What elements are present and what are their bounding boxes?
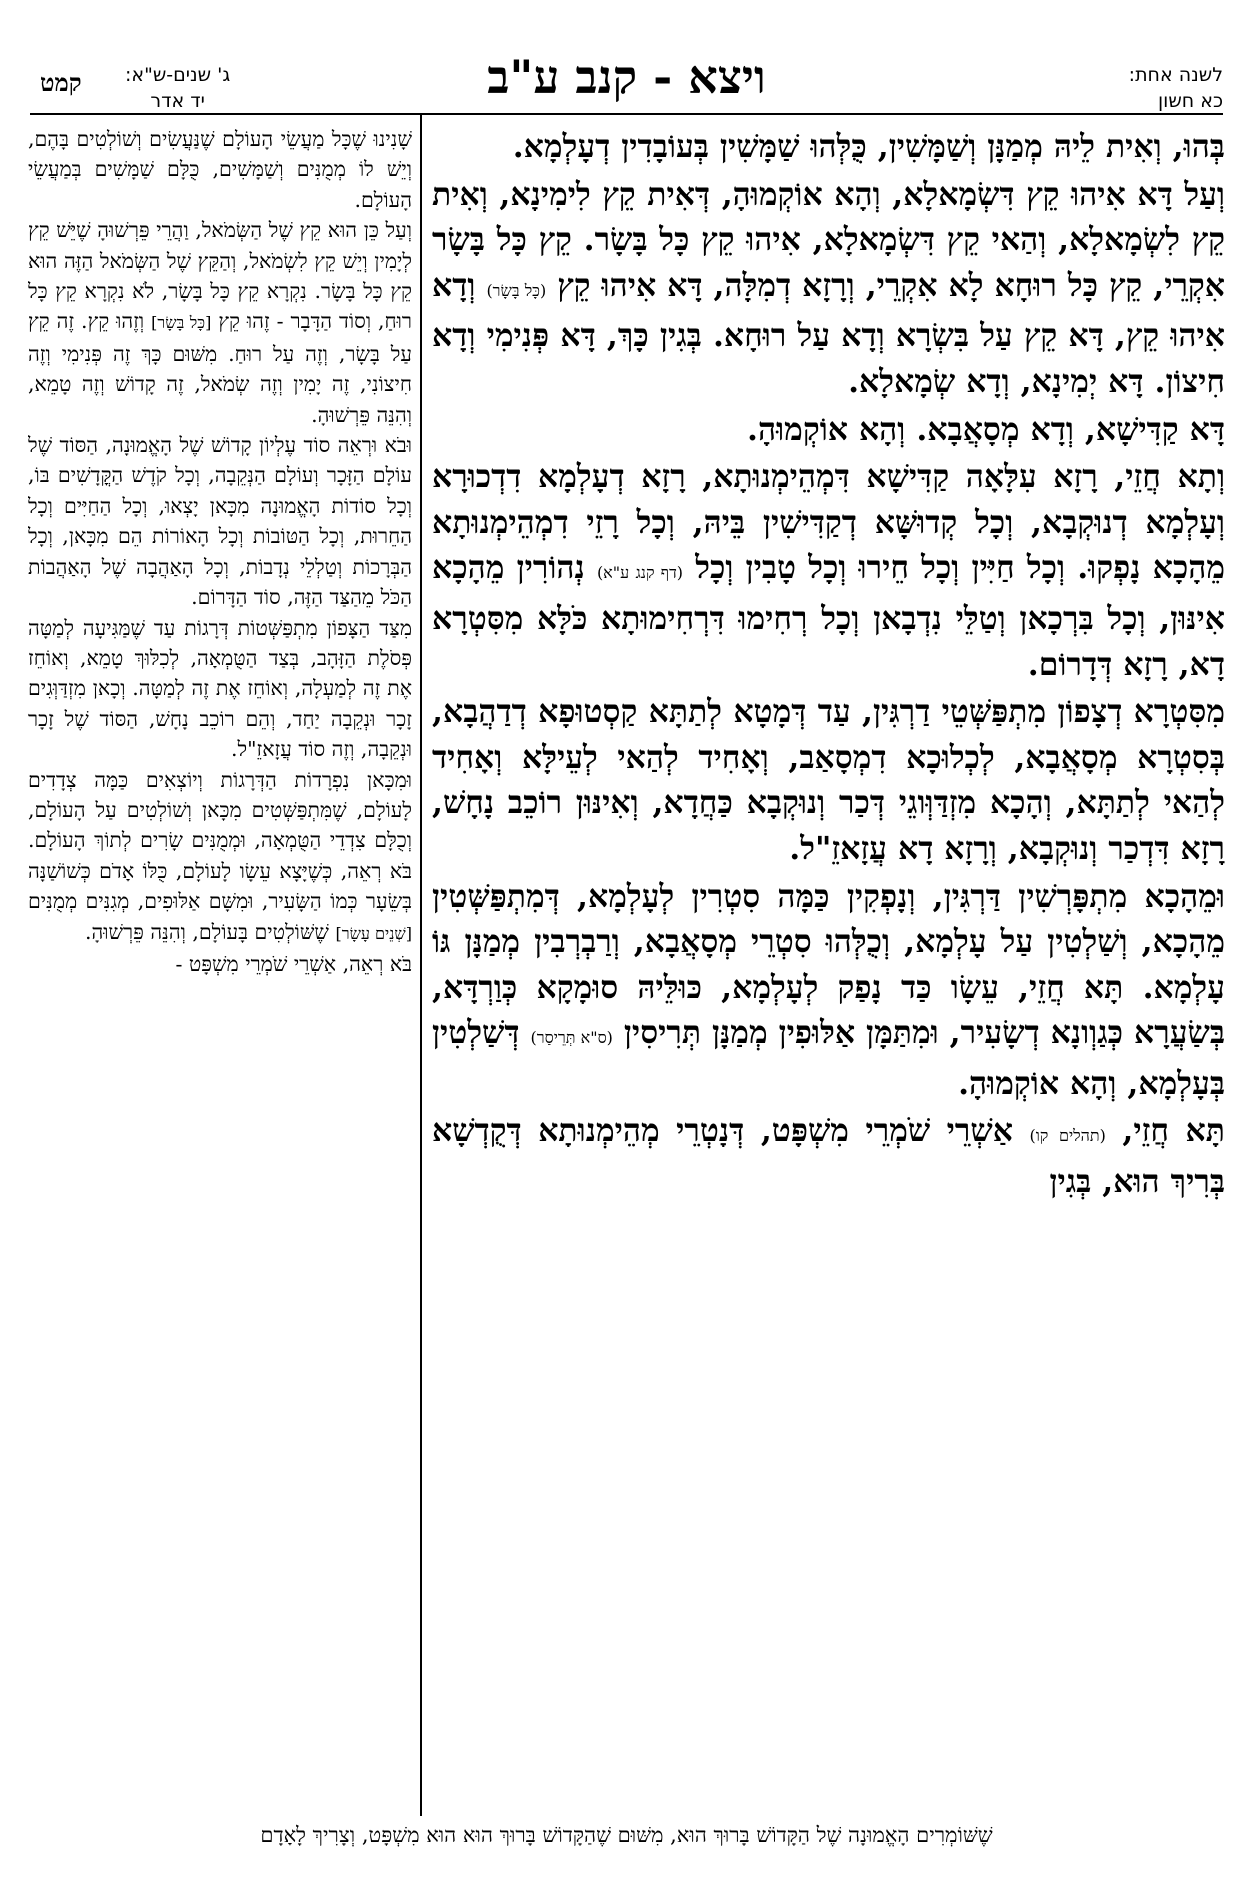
page-number: קמט <box>40 68 82 97</box>
side-paragraph: וּבֹא וּרְאֵה סוֹד עֶלְיוֹן קָדוֹשׁ שֶׁל הָאֱמוּנָה, הַסּוֹד שֶׁל עוֹלָם הַזָּכָר וְעוֹלָם הַנְּקֵבָה, וְכָל קֹדֶשׁ הַקֳּדָשִׁים בּוֹ, וְכָל סוֹדוֹת הָאֱמוּנָה מִכָּאן יָצְאוּ, וְכָל הַחַיִּים וְכָל הַחֵרוּת, וְכָל הַטּוֹבוֹת וְכָל הָאוֹרוֹת הֵם מִכָּאן, וְכָל הַבְּרָכוֹת וְטַלְלֵי נְדָבוֹת, וְכָל הָאַהֲבָה שֶׁל הָאַהֲבוֹת הַכֹּל מֵהַצַּד הַזֶּה, סוֹד הַדָּרוֹם. <box>28 433 412 610</box>
schedule-date: כא חשון <box>1157 90 1223 112</box>
main-paragraph: וּמֵהָכָא מִתְפָּרְשִׁין דַּרְגִּין, וְנָפְקִין כַּמָּה סִטְרִין לְעָלְמָא, דְּמִתְפַּשְּׁטִין מֵהָכָא, וְשַׁלְטִין עַל עָלְמָא, וְכֻלְּהוּ סִטְרֵי מְסָאֲבָא, וְרַבְרְבִין מְמַנָּן גּוֹ עָלְמָא. תָּא חֲזֵי, עֵשָׂו כַּד נָפַק לְעָלְמָא, כּוּלֵּיהּ סוּמָקָא כְּוַרְדָּא, בְּשַׂעֲרָא כְּגַוְונָא דְשָׂעִיר, וּמִתַּמָּן אַלּוּפִין מְמַנָּן תְּרִיסִין (ס"א תְּרֵיסַר) דְּשַׁלְטִין בְּעָלְמָא, וְהָא אוֹקְמוּהָ. <box>432 877 1225 1102</box>
hebrew-translation-column <box>28 124 412 1814</box>
main-paragraph: וְתָא חֲזֵי, רָזָא עִלָּאָה קַדִּישָׁא דִּמְהֵימְנוּתָא, רָזָא דְעָלְמָא דִדְכוּרָא וְעָלְמָא דְנוּקְבָא, וְכָל קְדוּשָּׁא דְקַדִּישִׁין בֵּיהּ, וְכָל רָזֵי דִמְהֵימְנוּתָא מֵהָכָא נָפְקוּ. וְכָל חַיִּין וְכָל חֵירוּ וְכָל טָבִין וְכָל (דף קנג ע"א) נְהוֹרִין מֵהָכָא אִינּוּן, וְכָל בִּרְכָאן וְטַלֵּי נִדְבָאן וְכָל רְחִימוּ דִּרְחִימוּתָא כֹּלָּא מִסִּטְרָא דָא, רָזָא דְּדָרוֹם. <box>432 458 1225 683</box>
side-paragraph: בֹּא רְאֵה, אַשְׁרֵי שֹׁמְרֵי מִשְׁפָּט - <box>175 951 412 976</box>
column-divider <box>420 113 422 1816</box>
page-reference: (דף קנג ע"א) <box>596 563 684 583</box>
side-paragraph: שָׁנִינוּ שֶׁכָּל מַעֲשֵׂי הָעוֹלָם שֶׁנַּעֲשִׂים וְשׁוֹלְטִים בָּהֶם, וְיֵשׁ לוֹ מְמֻנִּים וְשַׁמָּשִׁים, כֻּלָּם שַׁמָּשִׁים בְּמַעֲשֵׂי הָעוֹלָם. <box>28 127 412 212</box>
schedule-date-3y: יד אדר <box>150 90 205 112</box>
page-header <box>30 44 1223 112</box>
aramaic-column <box>432 124 1225 1814</box>
page-title: ויצא - קנב ע"ב <box>487 50 766 104</box>
side-paragraph: מִצַּד הַצָּפוֹן מִתְפַּשְּׁטוֹת דְּרָגוֹת עַד שֶׁמַּגִּיעָה לְמַטָּה פְּסֹלֶת הַזָּהָב, בְּצַד הַטֻּמְאָה, לְכִלּוּךְ טָמֵא, וְאוֹחֵז אֶת זֶה לְמַעְלָה, וְאוֹחֵז אֶת זֶה לְמַטָּה. וְכָאן מִזְדַּוְּגִים זָכָר וּנְקֵבָה יַחַד, וְהֵם רוֹכֵב נָחָשׁ, הַסּוֹד שֶׁל זָכָר וּנְקֵבָה, וְזֶה סוֹד עֲזָאזֵ"ל. <box>28 615 412 762</box>
main-paragraph: דָּא קַדִּישָׁא, וְדָא מְסָאֲבָא. וְהָא אוֹקְמוּהָ. <box>747 410 1225 448</box>
footer-continuation: שֶׁשּׁוֹמְרִים הָאֱמוּנָה שֶׁל הַקָּדוֹשׁ בָּרוּךְ הוּא, מִשּׁוּם שֶׁהַקָּדוֹשׁ בָּרוּךְ הוּא הוּא מִשְׁפָּט, וְצָרִיךְ לָאָדָם <box>260 1823 993 1847</box>
variant-reference: (ס"א תְּרֵיסַר) <box>530 1028 613 1048</box>
schedule-label: לשנה אחת: <box>1128 64 1223 86</box>
header-rule <box>30 113 1223 115</box>
schedule-label-3y: ג' שנים-ש"א: <box>125 64 231 86</box>
main-paragraph: תָּא חֲזֵי, (תהלים קו) אַשְׁרֵי שֹׁמְרֵי מִשְׁפָּט, דְּנָטְרֵי מְהֵימְנוּתָא דְּקֻדְשָׁא בְּרִיךְ הוּא, בְּגִין <box>432 1112 1225 1201</box>
inline-reference: [שְׁנֵים עָשָׂר] <box>335 923 412 943</box>
side-paragraph: וְעַל כֵּן הוּא קֵץ שֶׁל הַשְּׂמֹאל, וַהֲרֵי פֵּרְשׁוּהָ שֶׁיֵּשׁ קֵץ לְיָמִין וְיֵשׁ קֵץ לִשְׂמֹאל, וְהַקֵּץ שֶׁל הַשְּׂמֹאל הַזֶּה הוּא קֵץ כָּל בָּשָׂר. נִקְרָא קֵץ כָּל בָּשָׂר, לֹא נִקְרָא קֵץ כָּל רוּחַ, וְסוֹד הַדָּבָר - זֶהוּ קֵץ [כָּל בָּשָׂר] וְזֶהוּ קֵץ. זֶה קֵץ עַל בָּשָׂר, וְזֶה עַל רוּחַ. מִשּׁוּם כָּךְ זֶה פְּנִימִי וְזֶה חִיצוֹנִי, זֶה יָמִין וְזֶה שְׂמֹאל, זֶה קָדוֹשׁ וְזֶה טָמֵא, וְהִנֵּה פֵּרְשׁוּהָ. <box>28 218 412 427</box>
inline-reference: [כָּל בָּשָׂר] <box>151 313 212 333</box>
main-paragraph: בְּהוּ, וְאִית לֵיהּ מְמַנָּן וְשַׁמָּשִׁין, כֻּלְּהוּ שַׁמָּשִׁין בְּעוֹבָדִין דְעָלְמָא. <box>512 128 1225 165</box>
verse-reference: (תהלים קו) <box>1029 1126 1106 1146</box>
daily-schedule-three-years <box>125 62 230 114</box>
main-paragraph: וְעַל דָּא אִיהוּ קֵץ דִּשְׂמָאלָא, וְהָא אוֹקְמוּהָ, דְּאִית קֵץ לִימִינָא, וְאִית קֵץ לִשְׂמָאלָא, וְהַאי קֵץ דִּשְׂמָאלָא, אִיהוּ קֵץ כָּל בָּשָׂר. קֵץ כָּל בָּשָׂר אִקְרֵי, קֵץ כָּל רוּחָא לָא אִקְרֵי, וְרָזָא דְמִלָּה, דָּא אִיהוּ קֵץ (כָּל בָּשָׂר) וְדָא אִיהוּ קֵץ, דָּא קֵץ עַל בִּשְׂרָא וְדָא עַל רוּחָא. בְּגִין כָּךְ, דָּא פְּנִימִי וְדָא חִיצוֹן. דָּא יְמִינָא, וְדָא שְׂמָאלָא. <box>432 175 1225 400</box>
inline-reference: (כָּל בָּשָׂר) <box>486 280 547 300</box>
side-paragraph: וּמִכָּאן נִפְרָדוֹת הַדְּרָגוֹת וְיוֹצְאִים כַּמָּה צְדָדִים לָעוֹלָם, שֶׁמִּתְפַּשְּׁטִים מִכָּאן וְשׁוֹלְטִים עַל הָעוֹלָם, וְכֻלָּם צִדְדֵי הַטֻּמְאָה, וּמְמֻנִּים שָׂרִים לְתוֹךְ הָעוֹלָם. בֹּא רְאֵה, כְּשֶׁיָּצָא עֵשָׂו לָעוֹלָם, כֻּלּוֹ אָדֹם כְּשׁוֹשַׁנָּה בְּשֵׂעָר כְּמוֹ הַשָּׂעִיר, וּמִשָּׁם אַלּוּפִים, מְגִנִּים מְמֻנִּים [שְׁנֵים עָשָׂר] שֶׁשּׁוֹלְטִים בָּעוֹלָם, וְהִנֵּה פֵּרְשׁוּהָ. <box>28 767 412 944</box>
main-paragraph: מִסִּטְרָא דְצָפוֹן מִתְפַּשְּׁטֵי דַרְגִּין, עַד דְּמָטָא לְתַתָּא קַסְטוּפָא דְדַהֲבָא, בְּסִטְרָא מְסָאֲבָא, לְכְלוּכָא דִמְסָאַב, וְאָחִיד לְהַאי לְעֵילָּא וְאָחִיד לְהַאי לְתַתָּא, וְהָכָא מִזְדַּוְּוגֵי דְּכַר וְנוּקְבָא כַּחֲדָא, וְאִינּוּן רוֹכֵב נָחָשׁ, רָזָא דִּדְכַר וְנוּקְבָא, וְרָזָא דָא עֲזָאזֵ"ל. <box>432 693 1225 867</box>
